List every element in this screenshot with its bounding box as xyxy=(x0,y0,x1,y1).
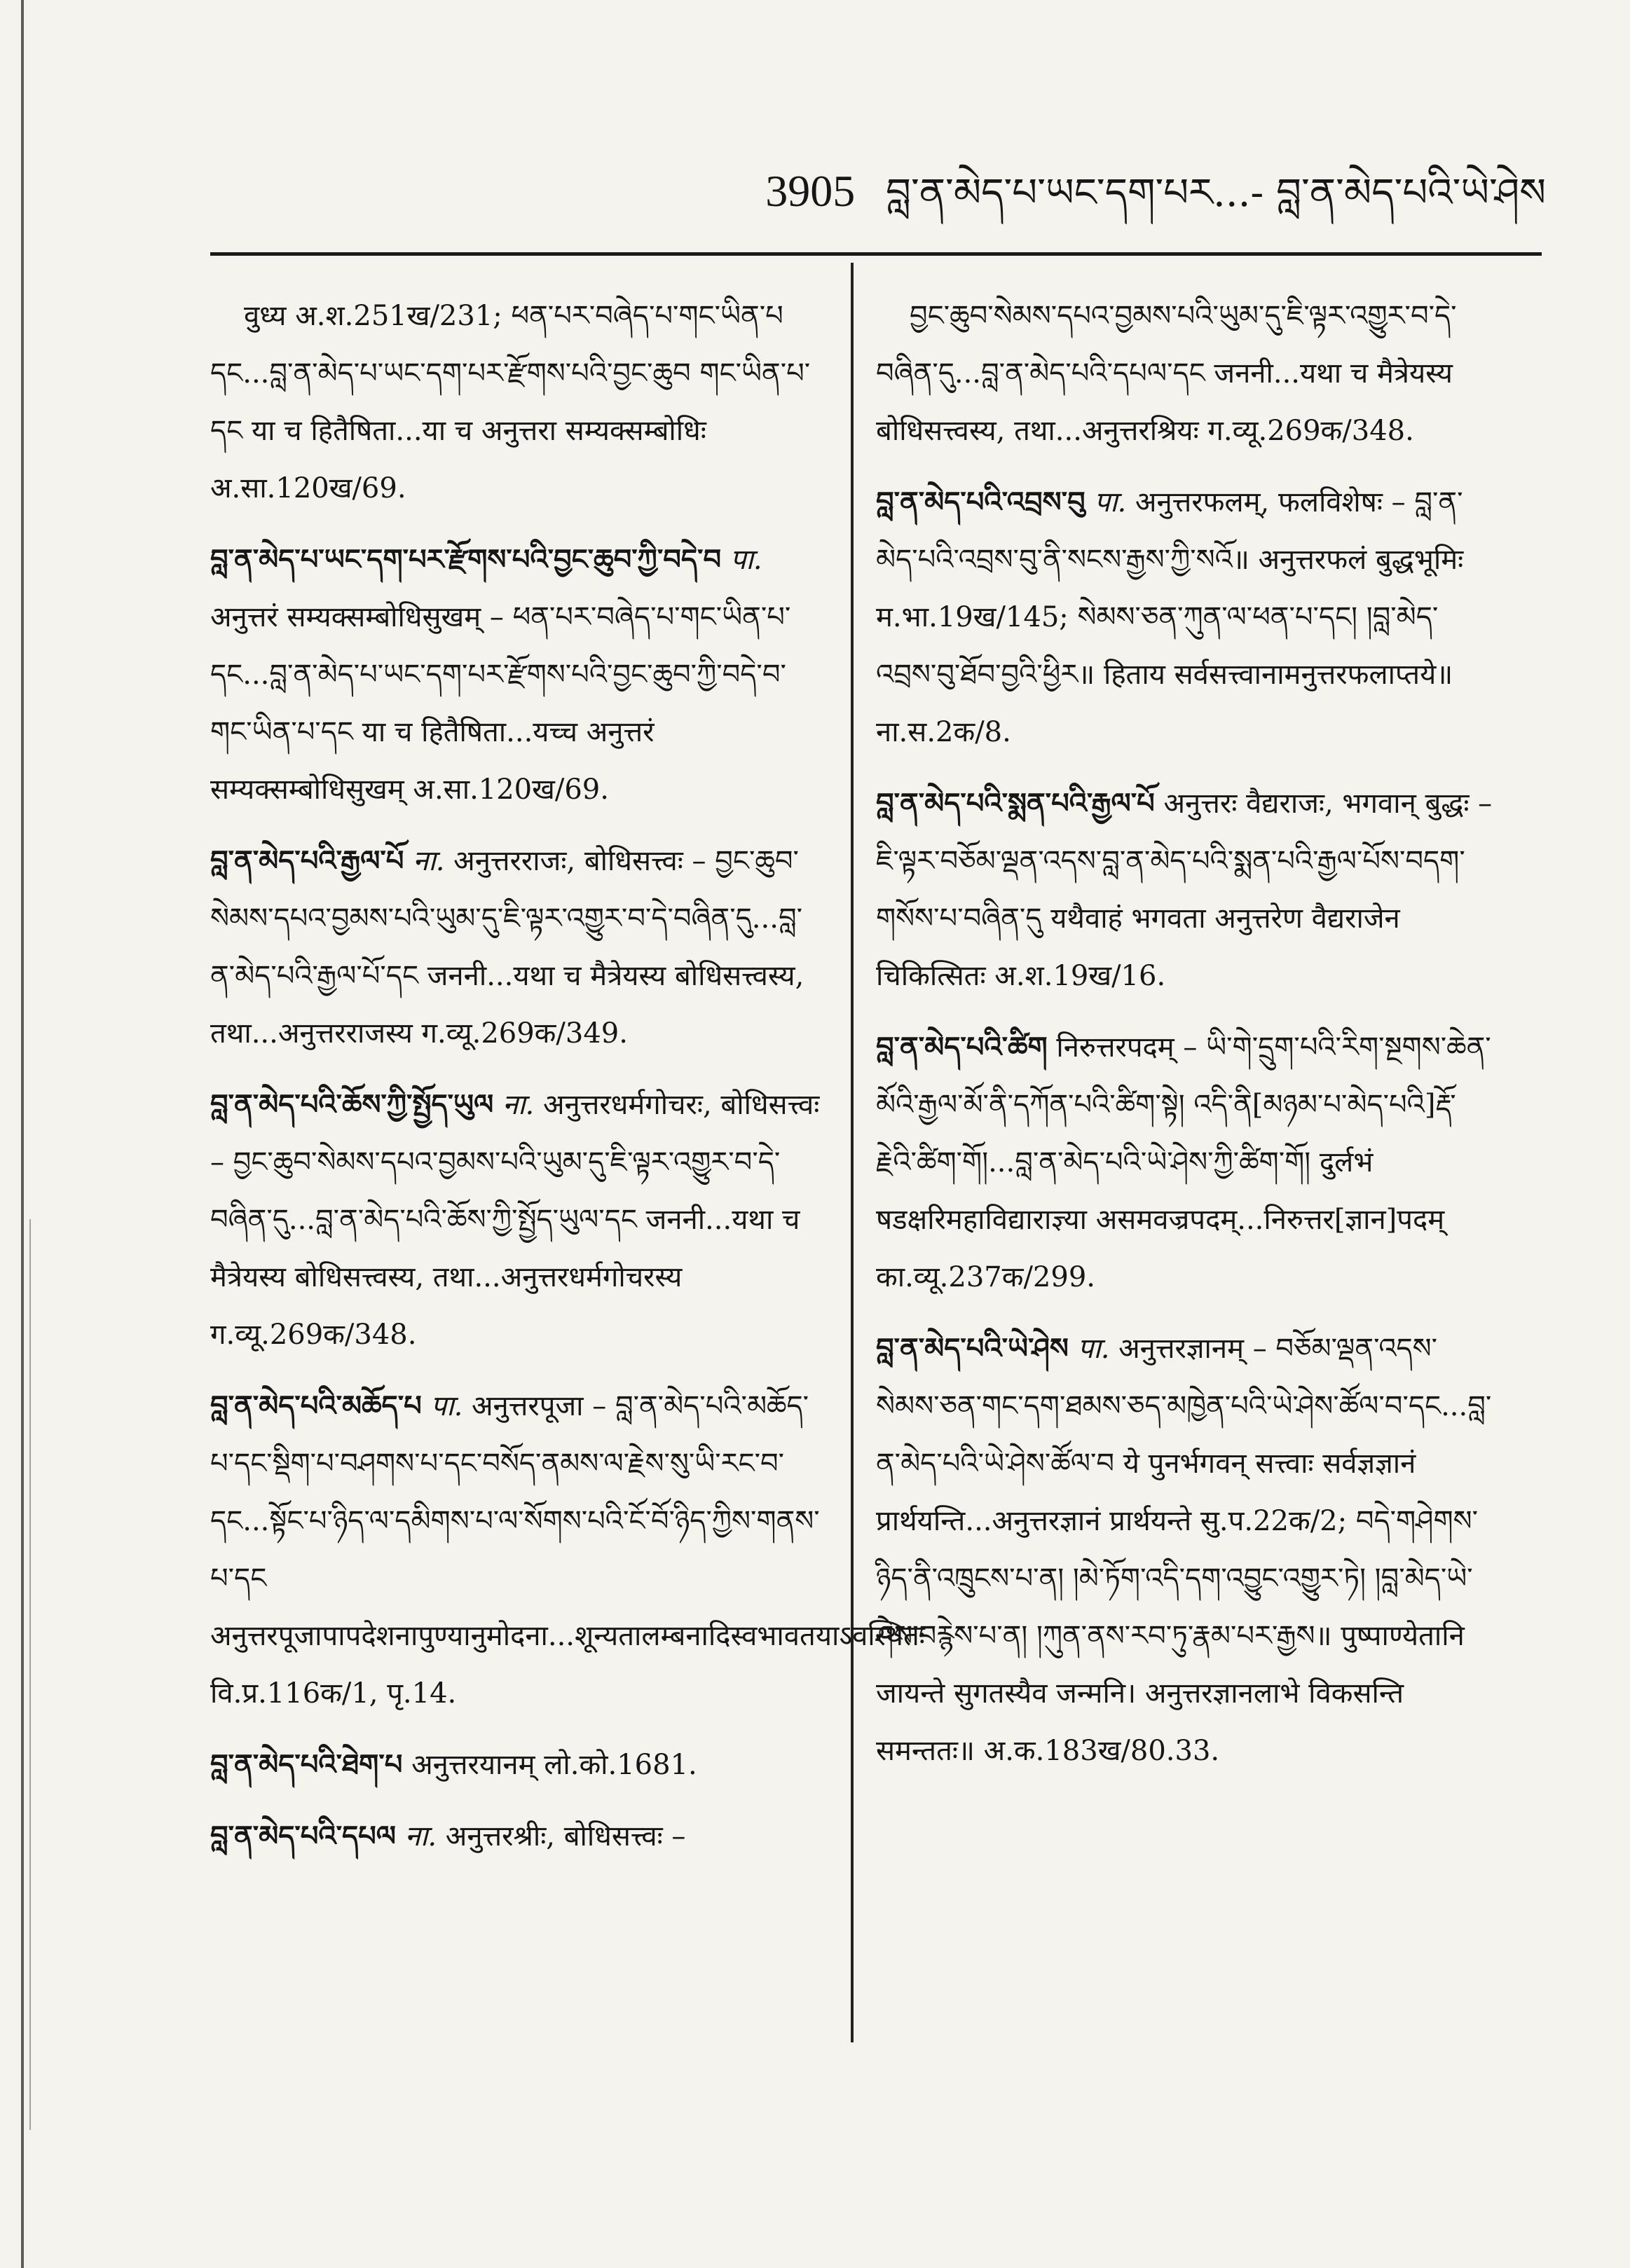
left-column xyxy=(210,287,925,1879)
entry-tag: ना. xyxy=(502,1089,535,1121)
entry-headword: བླ་ན་མེད་པའི་འབྲས་བུ xyxy=(876,486,1085,518)
entry-body: अनुत्तरज्ञानम् – བཅོམ་ལྡན་འདས་སེམས་ཅན་གང་དག་ཐམས་ཅད་མཁྱེན་པའི་ཡེ་ཤེས་ཚོལ་བ་དང...བླ་ན་མེད་པའི་ཡེ་ཤེས་ཚོལ་བ ये पुनर्भगवन् सत्त्वाः सर्वज्ञज्ञानं प्रार्थयन्ति...अनुत्तरज्ञानं प्रार्थयन्ते सु.प.22क/2; བདེ་གཤེགས་ཉིད་ནི་འཁྲུངས་པ་ན། །མེ་ཏོག་འདི་དག་འབྱུང་འགྱུར་ཏེ། །བླ་མེད་ཡེ་ཤེས་བརྙེས་པ་ན། །ཀུན་ནས་རབ་ཏུ་རྣམ་པར་རྒྱས॥ पुष्पाण्येतानि जायन्ते सुगतस्यैव जन्मनि। अनुत्तरज्ञानलाभे विकसन्ति समन्ततः॥ अ.क.183ख/80.33. xyxy=(876,1333,1492,1767)
dictionary-entry xyxy=(210,1736,827,1794)
dictionary-entry xyxy=(876,474,1493,761)
entry-body: अनुत्तरः वैद्यराजः, भगवान् बुद्धः – ཇི་ལྟར་བཅོམ་ལྡན་འདས་བླ་ན་མེད་པའི་སྨན་པའི་རྒྱལ་པོས་བདག་གསོས་པ་བཞིན་དུ यथैवाहं भगवता अनुत्तरेण वैद्यराजेन चिकित्सितः अ.श.19ख/16. xyxy=(876,788,1493,992)
entry-headword: བླ་ན་མེད་པ་ཡང་དག་པར་རྫོགས་པའི་བྱང་ཆུབ་ཀྱི་བདེ་བ xyxy=(210,543,722,576)
page-number: 3905 xyxy=(765,166,856,216)
entry-headword: བླ་ན་མེད་པའི་ཚིག xyxy=(876,1031,1048,1064)
entry-body: अनुत्तरपूजा – བླ་ན་མེད་པའི་མཆོད་པ་དང་སྡིག་པ་བཤགས་པ་དང་བསོད་ནམས་ལ་རྗེས་སུ་ཡི་རང་བ་དང...སྟོང་པ་ཉིད་ལ་དམིགས་པ་ལ་སོགས་པའི་ངོ་བོ་ཉིད་ཀྱིས་གནས་པ་དང अनुत्तरपूजापापदेशनापुण्यानुमोदना...शून्यतालम्बनादिस्वभावतयाऽवस्थितः वि.प्र.116क/1, पृ.14. xyxy=(210,1390,925,1710)
entry-body: अनुत्तरं सम्यक्सम्बोधिसुखम् – ཕན་པར་བཞེད་པ་གང་ཡིན་པ་དང...བླ་ན་མེད་པ་ཡང་དག་པར་རྫོགས་པའི་བྱང་ཆུབ་ཀྱི་བདེ་བ་གང་ཡིན་པ་དང या च हितैषिता...यच्च अनुत्तरं सम्यक्सम्बोधिसुखम् अ.सा.120ख/69. xyxy=(210,601,791,806)
entry-tag: ना. xyxy=(413,845,445,877)
entry-body: अनुत्तरफलम्, फलविशेषः – བླ་ན་མེད་པའི་འབྲས་བུ་ནི་སངས་རྒྱས་ཀྱི་སའོ॥ अनुत्तरफलं बुद्धभूमिः म.भा.19ख/145; སེམས་ཅན་ཀུན་ལ་ཕན་པ་དང། །བླ་མེད་འབྲས་བུ་ཐོབ་བྱའི་ཕྱིར॥ हिताय सर्वसत्त्वानामनुत्तरफलाप्तये॥ ना.स.2क/8. xyxy=(876,486,1464,748)
entry-tag: पा. xyxy=(430,1390,463,1422)
entry-headword: བླ་ན་མེད་པའི་དཔལ xyxy=(210,1820,397,1853)
dictionary-entry xyxy=(876,775,1493,1005)
entry-body: अनुत्तरराजः, बोधिसत्त्वः – བྱང་ཆུབ་སེམས་དཔའ་བྱམས་པའི་ཡུམ་དུ་ཇི་ལྟར་འགྱུར་བ་དེ་བཞིན་དུ...བླ་ན་མེད་པའི་རྒྱལ་པོ་དང जननी...यथा च मैत्रेयस्य बोधिसत्त्वस्य, तथा...अनुत्तरराजस्य ग.व्यू.269क/349. xyxy=(210,845,804,1050)
header-rule xyxy=(210,252,1542,256)
right-column xyxy=(876,287,1493,1794)
entry-body: अनुत्तरश्रीः, बोधिसत्त्वः – xyxy=(445,1820,686,1853)
dictionary-entry xyxy=(876,1019,1493,1306)
dictionary-entry xyxy=(210,1808,827,1865)
running-title: བླ་ན་མེད་པ་ཡང་དག་པར...- བླ་ན་མེད་པའི་ཡེ་ཤེས xyxy=(886,170,1546,216)
entry-headword: བླ་ན་མེད་པའི་སྨན་པའི་རྒྱལ་པོ xyxy=(876,787,1155,820)
entry-tag: पा. xyxy=(1094,486,1127,518)
entry-headword: བླ་ན་མེད་པའི་ཡེ་ཤེས xyxy=(876,1332,1069,1365)
entry-tag: पा. xyxy=(730,544,762,576)
entry-body: བྱང་ཆུབ་སེམས་དཔའ་བྱམས་པའི་ཡུམ་དུ་ཇི་ལྟར་འགྱུར་བ་དེ་བཞིན་དུ...བླ་ན་མེད་པའི་དཔལ་དང जननी...यथा च मैत्रेयस्य बोधिसत्त्वस्य, तथा...अनुत्तरश्रियः ग.व्यू.269क/348. xyxy=(876,300,1457,447)
entry-headword: བླ་ན་མེད་པའི་ཆོས་ཀྱི་སྤྱོད་ཡུལ xyxy=(210,1088,494,1121)
scan-edge-line xyxy=(21,0,24,2268)
dictionary-entry xyxy=(876,287,1493,460)
entry-headword: བླ་ན་མེད་པའི་ཐེག་པ xyxy=(210,1748,403,1781)
column-divider xyxy=(851,263,854,2042)
scan-edge-line-inner xyxy=(29,1219,31,2130)
entry-tag: ना. xyxy=(404,1820,437,1853)
dictionary-entry xyxy=(210,832,827,1062)
dictionary-entry xyxy=(876,1320,1493,1780)
entry-body: वुध्य अ.श.251ख/231; ཕན་པར་བཞེད་པ་གང་ཡིན་པ དང...བླ་ན་མེད་པ་ཡང་དག་པར་རྫོགས་པའི་བྱང་ཆུབ གང་ཡིན་པ་དང या च हितैषिता...या च अनुत्तरा सम्यक्सम्बोधिः अ.सा.120ख/69. xyxy=(210,300,811,504)
dictionary-entry xyxy=(210,1377,925,1722)
entry-headword: བླ་ན་མེད་པའི་མཆོད་པ xyxy=(210,1389,422,1422)
entry-tag: पा. xyxy=(1077,1333,1110,1365)
entry-headword: བླ་ན་མེད་པའི་རྒྱལ་པོ xyxy=(210,844,404,877)
dictionary-entry xyxy=(210,287,827,517)
dictionary-entry xyxy=(210,531,827,818)
entry-body: अनुत्तरयानम् लो.को.1681. xyxy=(411,1749,697,1781)
dictionary-entry xyxy=(210,1076,827,1363)
entry-body: अनुत्तरधर्मगोचरः, बोधिसत्त्वः – བྱང་ཆུབ་སེམས་དཔའ་བྱམས་པའི་ཡུམ་དུ་ཇི་ལྟར་འགྱུར་བ་དེ་བཞིན་དུ...བླ་ན་མེད་པའི་ཆོས་ཀྱི་སྤྱོད་ཡུལ་དང जननी...यथा च मैत्रेयस्य बोधिसत्त्वस्य, तथा...अनुत्तरधर्मगोचरस्य ग.व्यू.269क/348. xyxy=(210,1089,820,1351)
running-header xyxy=(765,149,1546,259)
entry-body: निरुत्तरपदम् – ཡི་གེ་དྲུག་པའི་རིག་སྔགས་ཆེན་མོའི་རྒྱལ་མོ་ནི་དཀོན་པའི་ཚིག་སྟེ། འདི་ནི[མཉམ་པ་མེད་པའི]རྡོ་རྗེའི་ཚིག་གོ།...བླ་ན་མེད་པའི་ཡེ་ཤེས་ཀྱི་ཚིག་གོ། दुर्लभं षडक्षरिमहाविद्याराज्ञ्या असमवज्रपदम्...निरुत्तर[ज्ञान]पदम् का.व्यू.237क/299. xyxy=(876,1031,1491,1293)
